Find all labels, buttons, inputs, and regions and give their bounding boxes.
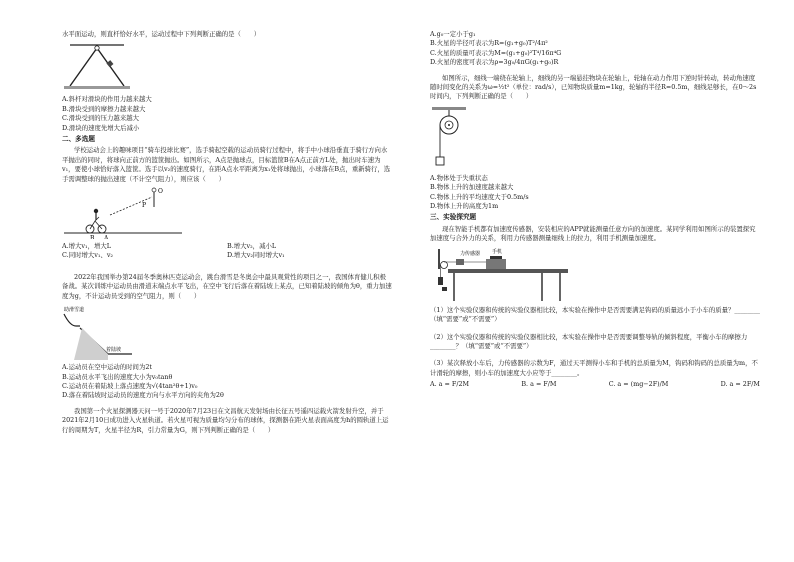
figure-label-top: 助滑雪道 <box>64 307 85 314</box>
option: B. a = F/M <box>521 380 557 389</box>
figure-label-sensor: 力传感器 <box>460 250 481 257</box>
figure-label-b: B <box>90 235 95 240</box>
option: C. a = (mg−2F)/M <box>608 380 669 389</box>
figure-label-phone: 手机 <box>492 248 503 255</box>
option: A.斜杆对滑块的作用力越来越大 <box>62 95 152 104</box>
option: D.增大v₂同时增大v₁ <box>227 251 285 260</box>
figure-label-o: O <box>158 188 163 196</box>
cart-track-figure <box>430 247 570 303</box>
option: B.滑块受到的摩擦力越来越大 <box>62 104 146 113</box>
triangle-bracket-figure <box>62 42 132 92</box>
pulley-figure <box>430 105 470 171</box>
option: D.物体上升的高度为1m <box>430 202 499 211</box>
option: A.物体处于失重状态 <box>430 173 488 182</box>
bicycle-throw-figure <box>62 187 212 239</box>
right-column <box>430 30 760 390</box>
sub-question: （1）这个实验仪器和传统的实验仪器相比较，本实验在操作中是否需要满足钩码的质量远小于小车的质量？________（填“需要”或“不需要”） <box>430 305 760 324</box>
option: B.火星的半径可表示为R=(g₁+g₀)T²/4π² <box>430 39 548 48</box>
figure-label-a: A <box>104 235 109 240</box>
left-column <box>62 30 392 437</box>
figure-label-p: P <box>142 202 147 210</box>
option: A. a = F/2M <box>430 380 470 389</box>
option: A.增大v₁，增大L <box>62 242 112 251</box>
option: D.滑块的速度先增大后减小 <box>62 123 140 132</box>
options-grid <box>62 242 392 261</box>
option: D.火星的密度可表示为ρ=3g₀/4πG(g₁+g₀)R <box>430 58 559 67</box>
options-row <box>430 380 760 389</box>
question-stem: 学校运动会上的趣味项目“骑车投球比赛”，选手骑起空载的运动员骑行过程中，将手中小球沿垂直于骑行方向水平抛出的同时，将球向正前方的篮筐抛出。如图所示，A点是抛球点，目标篮筐B在A点正前方L处，抛出时车速为v₁，要使小球恰好落入篮筐。选手以v₂的速度骑行，在距A点水平距离为x₁处将球抛出，小球落在B点，重新骑行，选手需调整球的抛出速度（不计空气阻力），则应该（ ） <box>62 146 391 183</box>
question-stem: 我国第一个火星探测器天问一号于2020年7月23日在文昌航天发射场由长征五号遥四运载火箭发射升空，并于2021年2月10日成功进入火星轨道。若火星可视为质量均匀分布的球体，探测器在距火星表面高度为h的圆轨道上运行的周期为T，火星半径为R，引力常量为G，则下列判断正确的是（ ） <box>62 406 389 434</box>
question-stem: 现在智能手机都有加速度传感器，安装相应的APP就能测量任意方向的加速度。某同学利用如图所示的装置探究加速度与合外力的关系，利用力传感器测量细线上的拉力，利用手机测量加速度。 <box>430 224 756 243</box>
question-stem: 如图所示，细线一端绕在轮轴上，细线的另一端悬挂物块在轮轴上，轮轴在动力作用下逆时针转动，转动角速度随时间变化的关系为ω=½t²（单位：rad/s），已知物块质量m=1kg，轮轴的半径R=0.5m，细线足够长，在0～2s时间内，下列判断正确的是（ ） <box>430 73 757 101</box>
question-stem: 水平面运动，则直杆恰好水平，运动过程中下列判断正确的是（ ） <box>62 30 261 38</box>
option: B.运动员水平飞出的速度大小为v₀tanθ <box>62 372 173 381</box>
option: C.火星的质量可表示为M=(g₁+g₀)²T⁴/16π⁴G <box>430 48 562 57</box>
question-stem: 2022年我国举办第24届冬季奥林匹克运动会，跳台滑雪是冬奥会中最具观赏性的项目之一，我国体育健儿积极备战。某次训练中运动员由滑道末端点水平飞出，在空中飞行后落在着陆坡上某点，已知着陆坡的倾角为θ，重力加速度为g，不计运动员受到的空气阻力，则（ ） <box>62 272 392 300</box>
section-heading: 三、实验探究题 <box>430 213 477 222</box>
option: B.增大v₂，减小L <box>227 242 277 251</box>
option: B.物体上升的加速度越来越大 <box>430 183 514 192</box>
sub-question: （3）某次释放小车后，力传感器的示数为F，通过天平测得小车和手机的总质量为M，钩码和钩码的总质量为m，不计滑轮的摩擦，则小车的加速度大小应等于________。 <box>430 359 758 377</box>
option: C.同时增大v₁、v₂ <box>62 251 113 260</box>
sub-question: （2）这个实验仪器和传统的实验仪器相比较，本实验在操作中是否需要调整导轨的倾斜程度，平衡小车的摩擦力________？（填“需要”或“不需要”） <box>430 332 748 350</box>
option: C.物体上升的平均速度大于0.5m/s <box>430 192 529 201</box>
section-heading: 二、多选题 <box>62 135 95 144</box>
option: D. a = 2F/M <box>720 380 760 389</box>
option: A.运动员在空中运动的时间为2t <box>62 363 152 372</box>
option: A.g₀一定小于g₁ <box>430 30 476 38</box>
figure-label-bottom: 着陆坡 <box>106 347 122 354</box>
ski-jump-figure <box>62 304 142 360</box>
option: D.落在着陆坡时运动员的速度方向与水平方向的夹角为2θ <box>62 391 224 400</box>
option: C.滑块受到的压力越来越大 <box>62 114 139 123</box>
option: C.运动员在着陆坡上落点速度为√(4tan²θ+1)v₀ <box>62 381 198 390</box>
